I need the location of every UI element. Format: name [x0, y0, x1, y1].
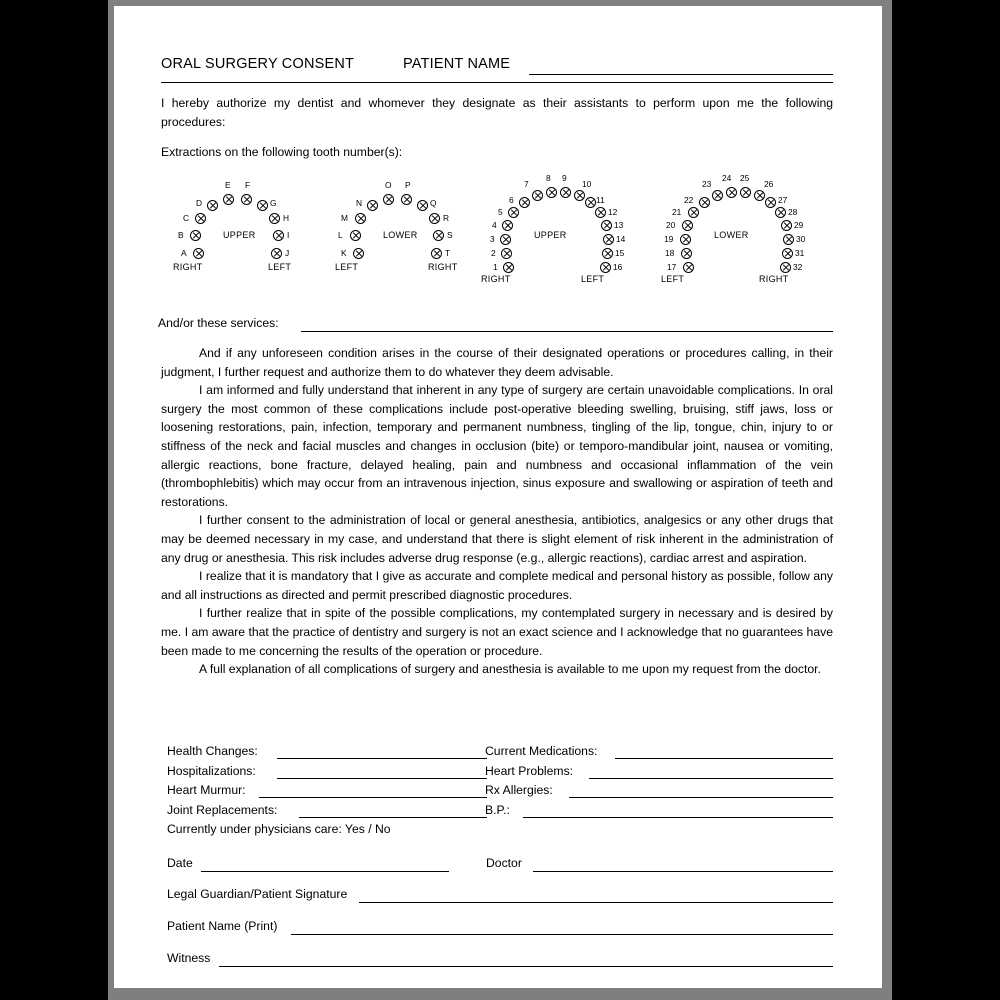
tooth-label-S: S	[447, 230, 453, 240]
side-label-right: RIGHT	[481, 274, 511, 284]
side-label-left: LEFT	[268, 262, 292, 272]
tooth-label-A: A	[181, 248, 187, 258]
tooth-D[interactable]	[207, 200, 218, 211]
tooth-label-15: 15	[615, 248, 625, 258]
tooth-label-23: 23	[702, 179, 712, 189]
services-label: And/or these services:	[158, 316, 279, 330]
tooth-label-30: 30	[796, 234, 806, 244]
heart-problems-input[interactable]	[589, 778, 833, 779]
tooth-R[interactable]	[429, 213, 440, 224]
tooth-11[interactable]	[585, 197, 596, 208]
chart-permanent-lower	[661, 173, 821, 304]
signature-row-date-doctor	[161, 856, 833, 882]
tooth-label-9: 9	[562, 173, 567, 183]
current-medications-label: Current Medications:	[485, 744, 598, 758]
field-row-1	[161, 744, 833, 764]
field-bp	[485, 803, 833, 823]
patient-name-print-input[interactable]	[291, 934, 833, 935]
extractions-label: Extractions on the following tooth number(s):	[161, 145, 403, 160]
tooth-28[interactable]	[775, 207, 786, 218]
health-changes-input[interactable]	[277, 758, 487, 759]
tooth-7[interactable]	[532, 190, 543, 201]
chart-primary-lower	[333, 178, 493, 304]
tooth-label-29: 29	[794, 220, 804, 230]
field-heart-murmur	[167, 783, 485, 803]
paragraph-2: I am informed and fully understand that inherent in any type of surgery are certain unavoidable complications. In oral surgery the most common of these complications include post-operative bleeding swelling, bruising, stiff jaws, loss or loosening restorations, pain, infection, temporary and permanent numbness, tingling of the lip, tongue, chin, injury to or stiffness of the neck and facial muscles and changes in occlusion (bite) or temporo-mandibular joint, nausea or vomiting, allergic reactions, bone fracture, delayed healing, pain and numbness and occasional inflammation of the vein (thrombophlebitis) which may occur from an intravenous injection, sinus exposure and swallowing or aspiration of teeth and restorations.	[161, 383, 833, 509]
field-current-medications	[485, 744, 833, 764]
tooth-label-E: E	[225, 180, 231, 190]
tooth-3[interactable]	[500, 234, 511, 245]
tooth-label-D: D	[196, 198, 203, 208]
tooth-25[interactable]	[740, 187, 751, 198]
hospitalizations-input[interactable]	[277, 778, 487, 779]
witness-label: Witness	[167, 951, 211, 965]
tooth-O[interactable]	[383, 194, 394, 205]
arch-label-lower: LOWER	[383, 230, 418, 240]
paragraph-4: I realize that it is mandatory that I give as accurate and complete medical and personal history as possible, follow any and all instructions as directed and permit prescribed diagnostic procedures.	[161, 569, 833, 602]
tooth-20[interactable]	[682, 220, 693, 231]
tooth-26[interactable]	[754, 190, 765, 201]
tooth-label-14: 14	[616, 234, 626, 244]
tooth-label-18: 18	[665, 248, 675, 258]
tooth-label-2: 2	[491, 248, 496, 258]
paragraph-1: And if any unforeseen condition arises in the course of their designated operations or procedures calling, in their judgment, I further request and authorize them to do whatever they deem advisable.	[161, 346, 833, 379]
tooth-label-J: J	[285, 248, 290, 258]
tooth-P[interactable]	[401, 194, 412, 205]
services-input[interactable]	[301, 331, 833, 332]
tooth-label-C: C	[183, 213, 190, 223]
paragraph-3: I further consent to the administration of local or general anesthesia, antibiotics, analgesics or any other drugs that may be deemed necessary in my case, and understand that there is slight element of risk inherent in the administration of any drug or anesthesia. This risk includes adverse drug response (e.g., allergic reactions), cardiac arrest and aspiration.	[161, 513, 833, 565]
tooth-label-28: 28	[788, 207, 798, 217]
tooth-label-11: 11	[596, 195, 605, 205]
rx-allergies-label: Rx Allergies:	[485, 783, 553, 797]
tooth-H[interactable]	[269, 213, 280, 224]
tooth-17[interactable]	[683, 262, 694, 273]
form-header	[161, 54, 833, 88]
tooth-label-12: 12	[608, 207, 618, 217]
heart-problems-label: Heart Problems:	[485, 763, 574, 778]
header-divider	[161, 82, 833, 83]
tooth-L[interactable]	[350, 230, 361, 241]
tooth-12[interactable]	[595, 207, 606, 218]
tooth-16[interactable]	[600, 262, 611, 273]
witness-input[interactable]	[219, 966, 833, 967]
tooth-label-27: 27	[778, 195, 788, 205]
tooth-label-22: 22	[684, 195, 694, 205]
field-heart-problems	[485, 764, 833, 784]
tooth-30[interactable]	[783, 234, 794, 245]
tooth-19[interactable]	[680, 234, 691, 245]
tooth-A[interactable]	[193, 248, 204, 259]
tooth-label-25: 25	[740, 173, 750, 183]
tooth-label-M: M	[341, 213, 348, 223]
tooth-label-13: 13	[614, 220, 624, 230]
tooth-charts	[161, 173, 833, 304]
joint-replacements-input[interactable]	[299, 817, 487, 818]
tooth-B[interactable]	[190, 230, 201, 241]
arch-label-lower: LOWER	[714, 230, 749, 240]
tooth-22[interactable]	[699, 197, 710, 208]
patient-name-print-label: Patient Name (Print)	[167, 919, 278, 933]
tooth-label-7: 7	[524, 179, 529, 189]
tooth-label-Q: Q	[430, 198, 437, 208]
tooth-4[interactable]	[502, 220, 513, 231]
health-changes-label: Health Changes:	[167, 744, 258, 758]
tooth-label-O: O	[385, 180, 392, 190]
current-medications-input[interactable]	[615, 758, 833, 759]
hospitalizations-label: Hospitalizations:	[167, 763, 256, 778]
tooth-32[interactable]	[780, 262, 791, 273]
heart-murmur-input[interactable]	[259, 797, 487, 798]
tooth-label-32: 32	[793, 262, 803, 272]
tooth-2[interactable]	[501, 248, 512, 259]
field-row-4	[161, 803, 833, 823]
side-label-left: LEFT	[661, 274, 685, 284]
tooth-G[interactable]	[257, 200, 268, 211]
spacer	[161, 131, 833, 143]
tooth-label-H: H	[283, 213, 290, 223]
tooth-label-3: 3	[490, 234, 495, 244]
tooth-label-4: 4	[492, 220, 497, 230]
doctor-input[interactable]	[533, 871, 833, 872]
tooth-I[interactable]	[273, 230, 284, 241]
heart-murmur-label: Heart Murmur:	[167, 783, 246, 797]
page-title: ORAL SURGERY CONSENT	[161, 56, 355, 72]
arch-label-upper: UPPER	[223, 230, 256, 240]
tooth-29[interactable]	[781, 220, 792, 231]
tooth-label-F: F	[245, 180, 251, 190]
tooth-N[interactable]	[367, 200, 378, 211]
bp-input[interactable]	[523, 817, 833, 818]
tooth-1[interactable]	[503, 262, 514, 273]
patient-name-field[interactable]	[529, 74, 833, 75]
tooth-label-B: B	[178, 230, 184, 240]
tooth-Q[interactable]	[417, 200, 428, 211]
signature-row-guardian	[161, 887, 833, 913]
tooth-label-1: 1	[493, 262, 498, 272]
tooth-J[interactable]	[271, 248, 282, 259]
consent-form	[114, 6, 882, 988]
tooth-27[interactable]	[765, 197, 776, 208]
tooth-label-5: 5	[498, 207, 503, 217]
tooth-label-31: 31	[795, 248, 805, 258]
tooth-label-19: 19	[664, 234, 674, 244]
field-joint-replacements	[167, 803, 485, 823]
side-label-right: RIGHT	[759, 274, 789, 284]
tooth-label-N: N	[356, 198, 363, 208]
tooth-label-T: T	[445, 248, 451, 258]
signature-row-witness	[161, 951, 833, 977]
field-health-changes	[167, 744, 485, 764]
tooth-label-6: 6	[509, 195, 514, 205]
guardian-signature-input[interactable]	[359, 902, 833, 903]
tooth-18[interactable]	[681, 248, 692, 259]
rx-allergies-input[interactable]	[569, 797, 833, 798]
tooth-label-K: K	[341, 248, 347, 258]
joint-replacements-label: Joint Replacements:	[167, 802, 278, 817]
tooth-label-P: P	[405, 180, 411, 190]
tooth-label-26: 26	[764, 179, 774, 189]
side-label-right: RIGHT	[173, 262, 203, 272]
tooth-label-21: 21	[672, 207, 682, 217]
tooth-label-R: R	[443, 213, 450, 223]
paragraph-6: A full explanation of all complications of surgery and anesthesia is available to me upon my request from the doctor.	[199, 662, 821, 677]
tooth-21[interactable]	[688, 207, 699, 218]
field-rx-allergies	[485, 783, 833, 803]
tooth-31[interactable]	[782, 248, 793, 259]
tooth-E[interactable]	[223, 194, 234, 205]
chart-primary-upper	[173, 178, 333, 304]
tooth-label-8: 8	[546, 173, 551, 183]
tooth-label-20: 20	[666, 220, 676, 230]
chart-permanent-upper	[481, 173, 641, 304]
field-row-3	[161, 783, 833, 803]
intro-block	[161, 94, 833, 162]
tooth-14[interactable]	[603, 234, 614, 245]
arch-label-upper: UPPER	[534, 230, 567, 240]
tooth-K[interactable]	[353, 248, 364, 259]
side-label-left: LEFT	[581, 274, 605, 284]
paragraph-5: I further realize that in spite of the possible complications, my contemplated surgery in necessary and is desired by me. I am aware that the practice of dentistry and surgery is not an exact science and I acknowledge that no guarantees have been made to me concerning the results of the operation or procedure.	[161, 606, 833, 658]
signature-row-patient-print	[161, 919, 833, 945]
tooth-label-10: 10	[582, 179, 592, 189]
tooth-label-G: G	[270, 198, 277, 208]
tooth-6[interactable]	[519, 197, 530, 208]
physicians-care-question[interactable]: Currently under physicians care: Yes / No	[167, 822, 391, 836]
date-input[interactable]	[201, 871, 449, 872]
tooth-F[interactable]	[241, 194, 252, 205]
tooth-S[interactable]	[433, 230, 444, 241]
tooth-label-24: 24	[722, 173, 732, 183]
tooth-label-16: 16	[613, 262, 623, 272]
tooth-24[interactable]	[726, 187, 737, 198]
tooth-15[interactable]	[602, 248, 613, 259]
bp-label: B.P.:	[485, 802, 510, 817]
tooth-10[interactable]	[574, 190, 585, 201]
tooth-13[interactable]	[601, 220, 612, 231]
tooth-9[interactable]	[560, 187, 571, 198]
document-page	[114, 6, 882, 988]
patient-name-label: PATIENT NAME	[403, 56, 511, 72]
tooth-label-L: L	[338, 230, 343, 240]
field-hospitalizations	[167, 764, 485, 784]
tooth-23[interactable]	[712, 190, 723, 201]
tooth-label-17: 17	[667, 262, 677, 272]
tooth-M[interactable]	[355, 213, 366, 224]
intro-paragraph: I hereby authorize my dentist and whomever they designate as their assistants to perform upon me the following procedures:	[161, 96, 833, 129]
tooth-label-I: I	[287, 230, 290, 240]
tooth-5[interactable]	[508, 207, 519, 218]
tooth-T[interactable]	[431, 248, 442, 259]
guardian-signature-label: Legal Guardian/Patient Signature	[167, 887, 348, 901]
doctor-label: Doctor	[486, 856, 522, 870]
consent-body	[161, 344, 833, 679]
date-label: Date	[167, 856, 193, 870]
tooth-C[interactable]	[195, 213, 206, 224]
field-row-2	[161, 764, 833, 784]
tooth-8[interactable]	[546, 187, 557, 198]
side-label-right: RIGHT	[428, 262, 458, 272]
side-label-left: LEFT	[335, 262, 359, 272]
